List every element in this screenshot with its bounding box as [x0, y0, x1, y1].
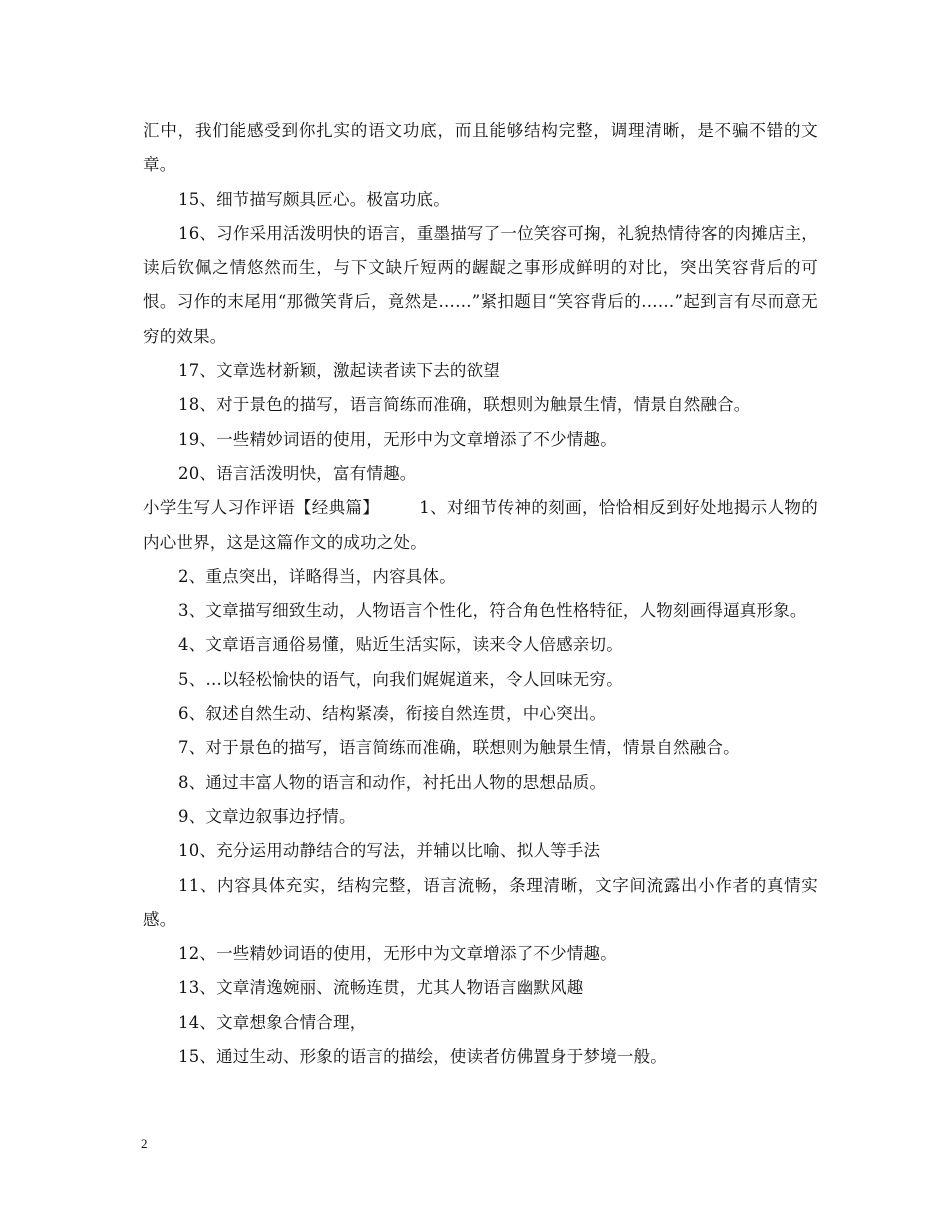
comment-item-18: 18、对于景色的描写，语言简练而准确，联想则为触景生情，情景自然融合。 — [178, 395, 751, 415]
list-item: 2、重点突出，详略得当，内容具体。 — [178, 566, 456, 586]
comment-item-16: 16、习作采用活泼明快的语言，重墨描写了一位笑容可掬，礼貌热情待客的肉摊店主，读后钦佩之情悠然而生，与下文缺斤短两的龌龊之事形成鲜明的对比，突出笑容背后的可恨。习作的末尾用“那微笑背后，竟然是……”紧扣题目“笑容背后的……”起到言有尽而意无穷的效果。 — [143, 223, 818, 346]
comment-item-19: 19、一些精妙词语的使用，无形中为文章增添了不少情趣。 — [178, 429, 617, 449]
list-item: 7、对于景色的描写，语言简练而准确，联想则为触景生情，情景自然融合。 — [178, 738, 740, 758]
section-first-item: 1、对细节传神的刻画，恰恰相反到好处地揭示人物的内心世界，这是这篇作文的成功之处。 — [143, 498, 818, 552]
list-item: 3、文章描写细致生动，人物语言个性化，符合角色性格特征，人物刻画得逼真形象。 — [178, 601, 807, 621]
section-paragraph — [143, 491, 818, 560]
list-item: 15、通过生动、形象的语言的描绘，使读者仿佛置身于梦境一般。 — [178, 1047, 667, 1067]
comment-item-15: 15、细节描写颇具匠心。极富功底。 — [178, 189, 450, 209]
list-item: 11、内容具体充实，结构完整，语言流畅，条理清晰，文字间流露出小作者的真情实感。 — [143, 875, 818, 929]
section-heading: 小学生写人习作评语【经典篇】 — [143, 498, 380, 518]
list-item: 8、通过丰富人物的语言和动作，衬托出人物的思想品质。 — [178, 772, 607, 792]
list-item: 13、文章清逸婉丽、流畅连贯，尤其人物语言幽默风趣 — [178, 978, 584, 998]
document-body — [143, 114, 818, 1074]
list-item: 14、文章想象合情合理， — [178, 1012, 367, 1032]
list-item: 9、文章边叙事边抒情。 — [178, 806, 356, 826]
list-item: 6、叙述自然生动、结构紧凑，衔接自然连贯，中心突出。 — [178, 704, 607, 724]
comment-item-17: 17、文章选材新颖，激起读者读下去的欲望 — [178, 361, 500, 381]
list-item: 4、文章语言通俗易懂，贴近生活实际，读来令人倍感亲切。 — [178, 635, 623, 655]
comment-item-20: 20、语言活泼明快，富有情趣。 — [178, 463, 417, 483]
list-item: 12、一些精妙词语的使用，无形中为文章增添了不少情趣。 — [178, 944, 617, 964]
list-item: 10、充分运用动静结合的写法，并辅以比喻、拟人等手法 — [178, 841, 601, 861]
paragraph-continuation: 汇中，我们能感受到你扎实的语文功底，而且能够结构完整，调理清晰，是不骗不错的文章。 — [143, 121, 818, 175]
page-number: 2 — [141, 1136, 148, 1151]
list-item: 5、…以轻松愉快的语气，向我们娓娓道来，令人回味无穷。 — [178, 669, 623, 689]
